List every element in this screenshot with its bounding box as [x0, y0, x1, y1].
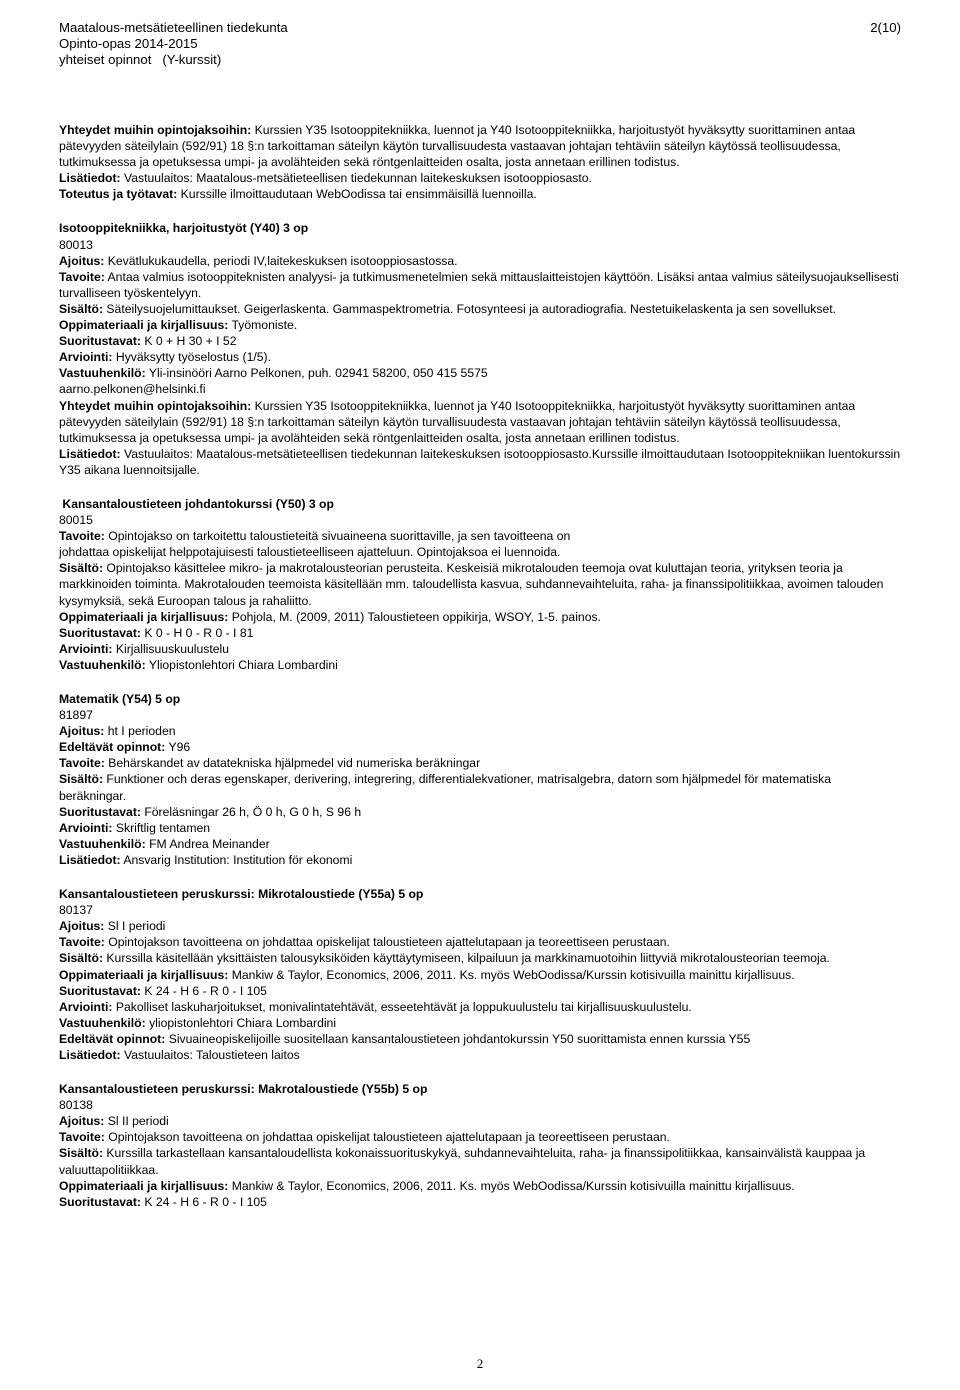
y50-materials — [59, 609, 901, 625]
field-label: Yhteydet muihin opintojaksoihin: — [59, 123, 252, 137]
y50-grading — [59, 641, 901, 657]
field-value: Y96 — [165, 740, 191, 755]
field-label: Ajoitus: — [59, 1114, 105, 1129]
field-value: Kurssien Y35 Isotooppitekniikka, luennot ja Y40 Isotooppitekniikka, harjoitustyöt hyväksytty suorittaminen antaa pätevyyden säteilylain (592/91) 18 §:n tarkoittaman säteilyn käytön turvallisuudesta vastaavan johtajan tehtäviin säteilyn käytössä teollisuudessa, tutkimuksessa ja opetuksessa umpi- ja avolähteiden sekä röntgenlaitteiden osalta, josta annetaan erillinen todistus. — [59, 123, 856, 170]
field-label: Ajoitus: — [59, 724, 105, 739]
field-label: Lisätiedot: — [59, 446, 121, 461]
field-value: johdattaa opiskelijat helppotajuisesti taloustieteelliseen ajatteluun. Opintojaksoa ei luennoida. — [59, 545, 561, 560]
page-header — [59, 20, 901, 68]
field-label: Lisätiedot: — [59, 171, 121, 186]
field-label: Suoritustavat: — [59, 625, 141, 640]
field-label: Arviointi: — [59, 641, 113, 656]
page-number-header: 2(10) — [870, 20, 901, 35]
y40-links — [59, 398, 901, 446]
field-label: Edeltävät opinnot: — [59, 1031, 166, 1046]
y54-timing — [59, 723, 901, 739]
field-label: Vastuuhenkilö: — [59, 836, 146, 851]
field-label: Arviointi: — [59, 350, 113, 365]
field-label: Oppimateriaali ja kirjallisuus: — [59, 318, 229, 333]
y54-goal — [59, 755, 901, 771]
field-label: Vastuuhenkilö: — [59, 366, 146, 381]
field-label: Tavoite: — [59, 529, 105, 544]
y40-grading — [59, 349, 901, 365]
y55a-contact — [59, 1015, 901, 1031]
y54-contact — [59, 836, 901, 852]
y40-email: aarno.pelkonen@helsinki.fi — [59, 382, 206, 397]
guide-title: Opinto-opas 2014-2015 — [59, 36, 198, 51]
field-label: Vastuuhenkilö: — [59, 1015, 146, 1030]
y55b-goal — [59, 1129, 901, 1145]
y40-methods — [59, 333, 901, 349]
y55a-goal — [59, 934, 901, 950]
y55a-prereq — [59, 1031, 901, 1047]
y54-content — [59, 771, 901, 803]
field-label: Tavoite: — [59, 1130, 105, 1145]
field-label: Ajoitus: — [59, 919, 105, 934]
field-label: Tavoite: — [59, 269, 105, 284]
field-value: Skriftlig tentamen — [112, 820, 211, 835]
section-name: yhteiset opinnot (Y-kurssit) — [59, 52, 222, 67]
y40-contact — [59, 365, 901, 381]
intro-implementation — [59, 186, 901, 202]
field-value: Pakolliset laskuharjoitukset, monivalintatehtävät, esseetehtävät ja loppukuulustelu tai kirjallisuuskuulustelu. — [112, 999, 692, 1014]
field-value: Mankiw & Taylor, Economics, 2006, 2011. Ks. myös WebOodissa/Kurssin kotisivuilla mainittu kirjallisuus. — [228, 1178, 795, 1193]
field-label: Arviointi: — [59, 999, 113, 1014]
document-body — [59, 122, 901, 1210]
y55b-materials — [59, 1178, 901, 1194]
field-label: Suoritustavat: — [59, 804, 141, 819]
y55a-methods — [59, 983, 901, 999]
field-value: Yli-insinööri Aarno Pelkonen, puh. 02941 58200, 050 415 5575 — [145, 366, 488, 381]
field-value: Sl II periodi — [104, 1114, 169, 1129]
y50-methods — [59, 625, 901, 641]
field-label: Toteutus ja työtavat: — [59, 187, 178, 202]
field-value: Opintojakso on tarkoitettu taloustieteitä sivuaineena suorittaville, ja sen tavoitteena on — [104, 529, 571, 544]
course-title-y50: Kansantaloustieteen johdantokurssi (Y50) 3 op — [59, 496, 334, 511]
field-label: Sisältö: — [59, 951, 104, 966]
y54-info — [59, 852, 901, 868]
y40-goal — [59, 269, 901, 301]
intro-info — [59, 170, 901, 186]
y55a-grading — [59, 999, 901, 1015]
field-value: yliopistonlehtori Chiara Lombardini — [145, 1015, 337, 1030]
course-title-y54: Matematik (Y54) 5 op — [59, 692, 181, 706]
field-value: Opintojakson tavoitteena on johdattaa opiskelijat taloustieteen ajattelutapaan ja teoreettiseen perustaan. — [104, 935, 670, 950]
field-value: K 24 - H 6 - R 0 - I 105 — [140, 983, 267, 998]
field-value: Föreläsningar 26 h, Ö 0 h, G 0 h, S 96 h — [140, 804, 362, 819]
field-value: Behärskandet av datatekniska hjälpmedel vid numeriska beräkningar — [104, 756, 481, 771]
y50-goal — [59, 528, 901, 560]
course-code-y40: 80013 — [59, 237, 93, 252]
y50-content — [59, 560, 901, 608]
field-value: Kurssilla käsitellään yksittäisten talousyksiköiden käyttäytymiseen, kilpailuun ja markkinamuotoihin liittyviä mikrotalousteorian teemoja. — [103, 951, 830, 966]
field-label: Oppimateriaali ja kirjallisuus: — [59, 1178, 229, 1193]
field-value: Ansvarig Institution: Institution för ekonomi — [120, 852, 353, 867]
course-title-y55a: Kansantaloustieteen peruskurssi: Mikrotaloustiede (Y55a) 5 op — [59, 887, 424, 902]
y55b-content — [59, 1145, 901, 1177]
y54-grading — [59, 820, 901, 836]
field-value: Hyväksytty työselostus (1/5). — [112, 350, 271, 365]
field-label: Edeltävät opinnot: — [59, 740, 166, 755]
field-value: Mankiw & Taylor, Economics, 2006, 2011. Ks. myös WebOodissa/Kurssin kotisivuilla mainittu kirjallisuus. — [228, 967, 795, 982]
field-label: Sisältö: — [59, 561, 104, 576]
y40-timing — [59, 253, 901, 269]
field-value: K 0 - H 0 - R 0 - I 81 — [140, 625, 254, 640]
field-label: Suoritustavat: — [59, 1194, 141, 1209]
field-value: Vastuulaitos: Taloustieteen laitos — [120, 1047, 300, 1062]
field-label: Sisältö: — [59, 1146, 104, 1161]
field-label: Oppimateriaali ja kirjallisuus: — [59, 967, 229, 982]
y40-info — [59, 446, 901, 478]
course-code-y54: 81897 — [59, 708, 93, 723]
field-value: Kurssille ilmoittaudutaan WebOodissa tai ensimmäisillä luennoilla. — [177, 187, 537, 202]
field-value: Sivuaineopiskelijoille suositellaan kansantaloustieteen johdantokurssin Y50 suorittamista ennen kurssia Y55 — [165, 1031, 751, 1046]
field-value: Kirjallisuuskuulustelu — [112, 641, 230, 656]
field-value: Säteilysuojelumittaukset. Geigerlaskenta. Gammaspektrometria. Fotosynteesi ja autoradiografia. Nestetuikelaskenta ja sen sovellukset. — [103, 301, 836, 316]
field-label: Tavoite: — [59, 935, 105, 950]
field-value: Pohjola, M. (2009, 2011) Taloustieteen oppikirja, WSOY, 1-5. painos. — [228, 609, 601, 624]
field-value: Työmoniste. — [228, 318, 298, 333]
page-number-footer: 2 — [476, 1356, 484, 1371]
field-label: Sisältö: — [59, 772, 104, 787]
y55a-info — [59, 1047, 901, 1063]
field-value: FM Andrea Meinander — [145, 836, 270, 851]
field-label: Sisältö: — [59, 301, 104, 316]
course-code-y55b: 80138 — [59, 1098, 93, 1113]
y40-materials — [59, 317, 901, 333]
y55b-methods — [59, 1194, 901, 1210]
field-label: Suoritustavat: — [59, 334, 141, 349]
field-value: Yliopistonlehtori Chiara Lombardini — [145, 657, 338, 672]
field-value: K 24 - H 6 - R 0 - I 105 — [140, 1194, 267, 1209]
field-value: ht I perioden — [104, 724, 176, 739]
field-value: Kurssilla tarkastellaan kansantaloudellista kokonaissuorituskykyä, suhdannevaihteluita, raha- ja finanssipolitiikkaa, kansainvälistä kauppaa ja valuuttapolitiikkaa. — [59, 1146, 866, 1177]
field-label: Arviointi: — [59, 820, 113, 835]
y54-prereq — [59, 739, 901, 755]
field-value: Vastuulaitos: Maatalous-metsätieteellisen tiedekunnan laitekeskuksen isotooppiosasto.Kurssille ilmoittaudutaan Isotooppitekniikan luentokurssin Y35 aikana luennoitsijalle. — [59, 446, 901, 477]
field-label: Ajoitus: — [59, 253, 105, 268]
course-code-y55a: 80137 — [59, 903, 93, 918]
y55a-content — [59, 950, 901, 966]
field-value: Antaa valmius isotooppiteknisten analyysi- ja tutkimusmenetelmien sekä mittauslaitteistojen käyttöön. Lisäksi antaa valmius säteilysuojauksellisesti turvalliseen työskentelyyn. — [59, 269, 899, 300]
y40-content — [59, 301, 901, 317]
field-label: Oppimateriaali ja kirjallisuus: — [59, 609, 229, 624]
field-value: Sl I periodi — [104, 919, 166, 934]
y55b-timing — [59, 1113, 901, 1129]
field-value: Opintojakson tavoitteena on johdattaa opiskelijat taloustieteen ajattelutapaan ja teoreettiseen perustaan. — [104, 1130, 670, 1145]
field-value: Opintojakso käsittelee mikro- ja makrotalousteorian perusteita. Keskeisiä mikrotalouden teemoja ovat kuluttajan teoria, yrityksen teoria ja markkinoiden toiminta. Makrotalouden teemoista käsitellään mm. taloudellista kasvua, suhdannevaihteluita, raha- ja finanssipolitiikkaa, avoimen talouden kysymyksiä, sekä Euroopan talous ja rahaliitto. — [59, 561, 884, 608]
field-label: Lisätiedot: — [59, 852, 121, 867]
field-value: Kevätlukukaudella, periodi IV,laitekeskuksen isotooppiosastossa. — [104, 253, 458, 268]
y55a-materials — [59, 967, 901, 983]
y50-contact — [59, 657, 901, 673]
y55a-timing — [59, 918, 901, 934]
intro-links — [59, 122, 901, 170]
field-label: Tavoite: — [59, 756, 105, 771]
field-value: Kurssien Y35 Isotooppitekniikka, luennot ja Y40 Isotooppitekniikka, harjoitustyöt hyväksytty suorittaminen antaa pätevyyden säteilylain (592/91) 18 §:n tarkoittaman säteilyn käytön turvallisuudesta vastaavan johtajan tehtäviin säteilyn käytössä teollisuudessa, tutkimuksessa ja opetuksessa umpi- ja avolähteiden sekä röntgenlaitteiden osalta, josta annetaan erillinen todistus. — [59, 398, 856, 445]
field-label: Vastuuhenkilö: — [59, 657, 146, 672]
field-value: Vastuulaitos: Maatalous-metsätieteellisen tiedekunnan laitekeskuksen isotooppiosasto. — [120, 171, 592, 186]
faculty-name: Maatalous-metsätieteellinen tiedekunta — [59, 20, 288, 35]
field-label: Suoritustavat: — [59, 983, 141, 998]
field-value: Funktioner och deras egenskaper, derivering, integrering, differentialekvationer, matrisalgebra, datorn som hjälpmedel för matematiska beräkningar. — [59, 772, 832, 803]
course-code-y50: 80015 — [59, 513, 93, 528]
course-title-y40: Isotooppitekniikka, harjoitustyöt (Y40) 3 op — [59, 221, 309, 236]
field-label: Yhteydet muihin opintojaksoihin: — [59, 398, 252, 413]
field-label: Lisätiedot: — [59, 1047, 121, 1062]
course-title-y55b: Kansantaloustieteen peruskurssi: Makrotaloustiede (Y55b) 5 op — [59, 1082, 428, 1097]
field-value: K 0 + H 30 + I 52 — [140, 334, 237, 349]
y54-methods — [59, 804, 901, 820]
